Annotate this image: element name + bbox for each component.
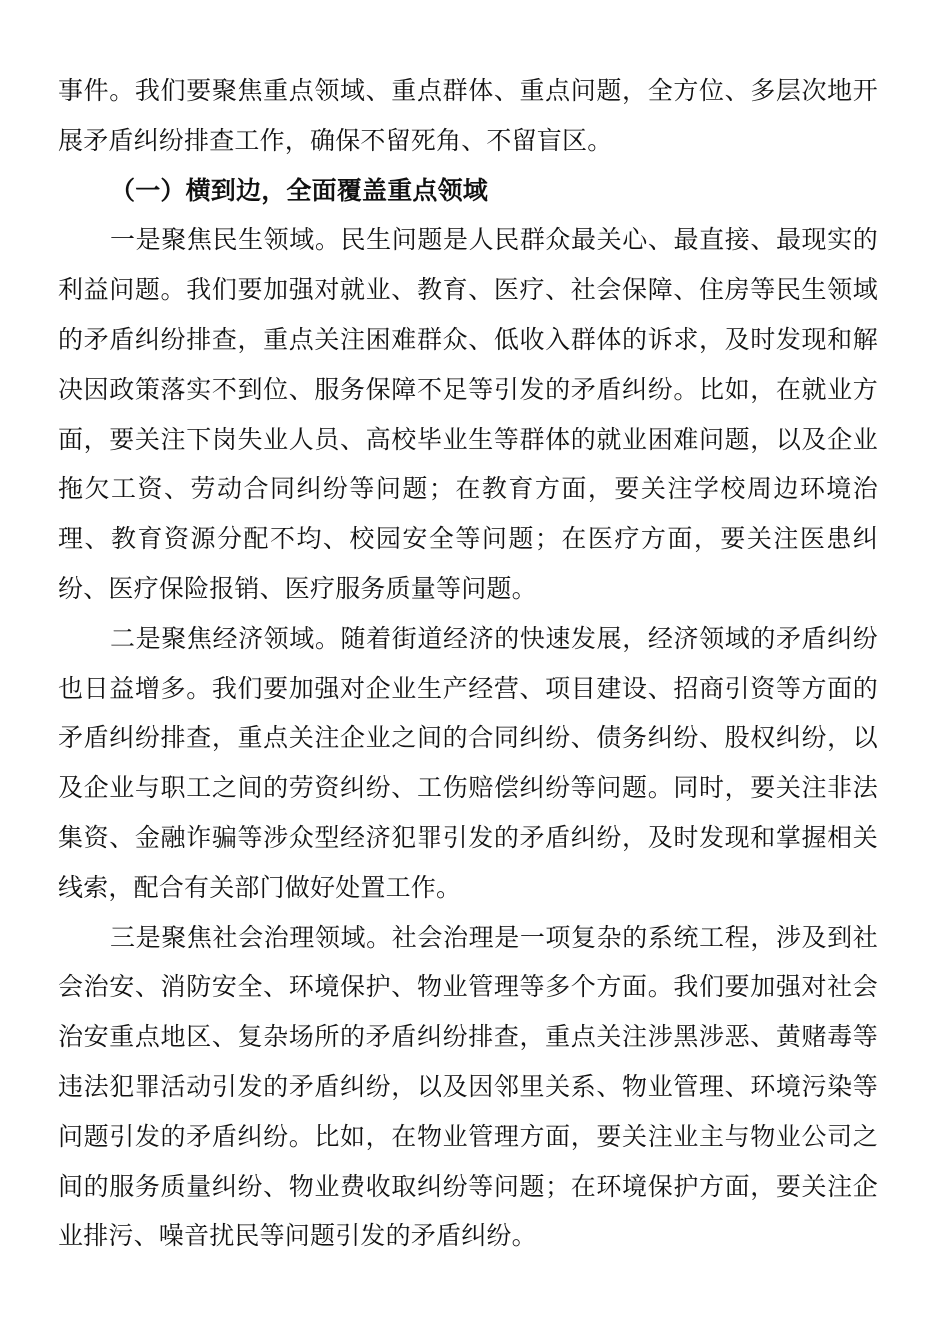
paragraph-continuation: 事件。我们要聚焦重点领域、重点群体、重点问题，全方位、多层次地开展矛盾纠纷排查工作，确保不留死角、不留盲区。	[58, 76, 878, 155]
paragraph-livelihood: 一是聚焦民生领域。民生问题是人民群众最关心、最直接、最现实的利益问题。我们要加强对就业、教育、医疗、社会保障、住房等民生领域的矛盾纠纷排查，重点关注困难群众、低收入群体的诉求，及时发现和解决因政策落实不到位、服务保障不足等引发的矛盾纠纷。比如，在就业方面，要关注下岗失业人员、高校毕业生等群体的就业困难问题，以及企业拖欠工资、劳动合同纠纷等问题；在教育方面，要关注学校周边环境治理、教育资源分配不均、校园安全等问题；在医疗方面，要关注医患纠纷、医疗保险报销、医疗服务质量等问题。	[58, 225, 878, 603]
paragraph-economy: 二是聚焦经济领域。随着街道经济的快速发展，经济领域的矛盾纠纷也日益增多。我们要加强对企业生产经营、项目建设、招商引资等方面的矛盾纠纷排查，重点关注企业之间的合同纠纷、债务纠纷、股权纠纷，以及企业与职工之间的劳资纠纷、工伤赔偿纠纷等问题。同时，要关注非法集资、金融诈骗等涉众型经济犯罪引发的矛盾纠纷，及时发现和掌握相关线索，配合有关部门做好处置工作。	[58, 623, 878, 902]
section-heading: （一）横到边，全面覆盖重点领域	[110, 175, 489, 205]
paragraph-social-governance: 三是聚焦社会治理领域。社会治理是一项复杂的系统工程，涉及到社会治安、消防安全、环境保护、物业管理等多个方面。我们要加强对社会治安重点地区、复杂场所的矛盾纠纷排查，重点关注涉黑涉恶、黄赌毒等违法犯罪活动引发的矛盾纠纷，以及因邻里关系、物业管理、环境污染等问题引发的矛盾纠纷。比如，在物业管理方面，要关注业主与物业公司之间的服务质量纠纷、物业费收取纠纷等问题；在环境保护方面，要关注企业排污、噪音扰民等问题引发的矛盾纠纷。	[58, 922, 878, 1251]
document-body	[58, 66, 878, 1261]
